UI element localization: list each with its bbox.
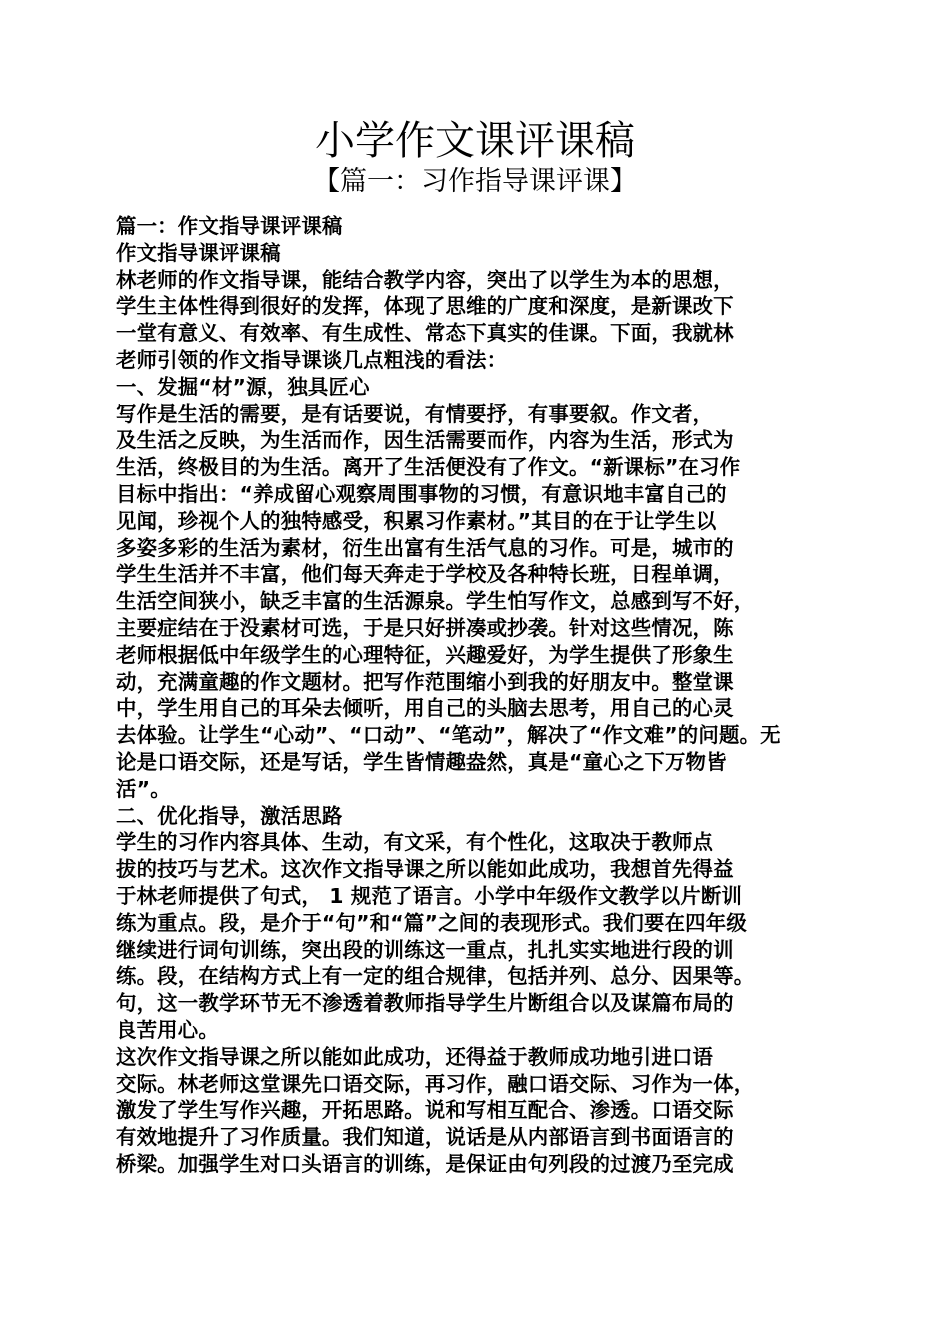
body-line: 老师根据低中年级学生的心理特征，兴趣爱好，为学生提供了形象生 (116, 642, 734, 667)
body-line: 拔的技巧与艺术。这次作文指导课之所以能如此成功，我想首先得益 (116, 857, 734, 882)
body-line: 多姿多彩的生活为素材，衍生出富有生活气息的习作。可是，城市的 (116, 535, 734, 560)
body-line: 老师引领的作文指导课谈几点粗浅的看法： (116, 347, 508, 372)
body-line: 句，这一教学环节无不渗透着教师指导学生片断组合以及谋篇布局的 (116, 991, 734, 1016)
document-title: 小学作文课评课稿 (315, 118, 635, 164)
body-line: 动，充满童趣的作文题材。把写作范围缩小到我的好朋友中。整堂课 (116, 669, 734, 694)
body-line: 练为重点。段，是介于“句”和“篇”之间的表现形式。我们要在四年级 (116, 910, 747, 935)
body-line: 写作是生活的需要，是有话要说，有情要抒，有事要叙。作文者， (116, 401, 714, 426)
body-line: 于林老师提供了句式， 1 规范了语言。小学中年级作文教学以片断训 (116, 883, 743, 908)
body-line: 一堂有意义、有效率、有生成性、常态下真实的佳课。下面，我就林 (116, 321, 734, 346)
body-line: 目标中指出：“养成留心观察周围事物的习惯，有意识地丰富自己的 (116, 481, 727, 506)
body-line: 林老师的作文指导课，能结合教学内容，突出了以学生为本的思想， (116, 267, 734, 292)
body-line: 这次作文指导课之所以能如此成功，还得益于教师成功地引进口语 (116, 1044, 714, 1069)
body-line: 学生主体性得到很好的发挥，体现了思维的广度和深度，是新课改下 (116, 294, 734, 319)
document-subtitle: 【篇一：习作指导课评课】 (313, 166, 637, 197)
body-line: 篇一：作文指导课评课稿 (116, 214, 343, 238)
document-body (116, 213, 840, 1178)
body-line: 桥梁。加强学生对口头语言的训练，是保证由句列段的过渡乃至完成 (116, 1151, 734, 1176)
body-line: 论是口语交际，还是写话，学生皆情趣盎然，真是“童心之下万物皆 (116, 749, 727, 774)
body-line: 练。段，在结构方式上有一定的组合规律，包括并列、总分、因果等。 (116, 964, 755, 989)
body-line: 激发了学生写作兴趣，开拓思路。说和写相互配合、渗透。口语交际 (116, 1098, 734, 1123)
body-line: 交际。林老师这堂课先口语交际，再习作，融口语交际、习作为一体， (116, 1071, 755, 1096)
body-line: 活”。 (116, 776, 171, 801)
body-line: 见闻，珍视个人的独特感受，积累习作素材。”其目的在于让学生以 (116, 508, 717, 533)
body-line: 生活空间狭小，缺乏丰富的生活源泉。学生怕写作文，总感到写不好， (116, 589, 755, 614)
body-line: 二、优化指导，激活思路 (116, 803, 343, 828)
body-line: 学生的习作内容具体、生动，有文采，有个性化，这取决于教师点 (116, 830, 714, 855)
body-line: 主要症结在于没素材可选，于是只好拼凑或抄袭。针对这些情况，陈 (116, 615, 734, 640)
body-line: 作文指导课评课稿 (116, 240, 281, 265)
body-line: 学生生活并不丰富，他们每天奔走于学校及各种特长班，日程单调， (116, 562, 734, 587)
body-line: 继续进行词句训练，突出段的训练这一重点，扎扎实实地进行段的训 (116, 937, 734, 962)
body-line: 一、发掘“材”源，独具匠心 (116, 374, 370, 399)
body-line: 有效地提升了习作质量。我们知道，说话是从内部语言到书面语言的 (116, 1125, 734, 1150)
body-line: 中，学生用自己的耳朵去倾听，用自己的头脑去思考，用自己的心灵 (116, 696, 734, 721)
body-line: 去体验。让学生“心动”、“口动”、“笔动”，解决了“作文难”的问题。无 (116, 723, 781, 748)
body-line: 生活，终极目的为生活。离开了生活便没有了作文。“新课标”在习作 (116, 455, 741, 480)
body-line: 及生活之反映，为生活而作，因生活需要而作，内容为生活，形式为 (116, 428, 734, 453)
body-line: 良苦用心。 (116, 1017, 219, 1042)
